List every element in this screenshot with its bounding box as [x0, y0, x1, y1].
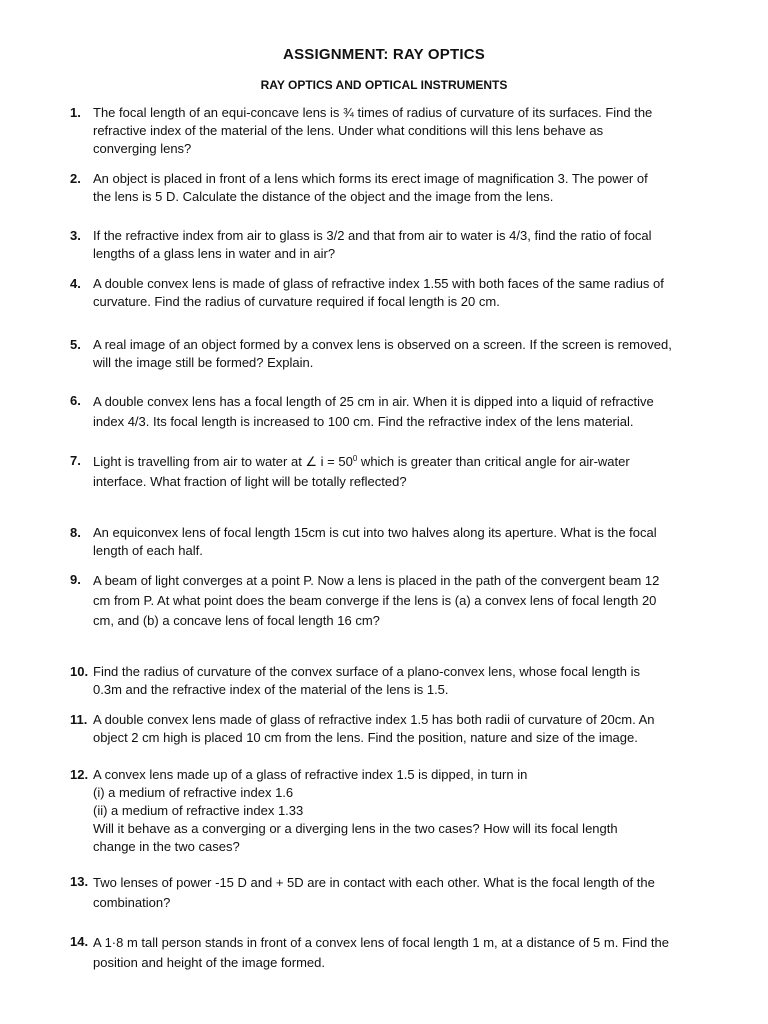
question-text-line: Two lenses of power -15 D and + 5D are in contact with each other. What is the focal length of the: [93, 875, 655, 890]
question-1: [70, 104, 730, 158]
question-9: [70, 571, 730, 631]
question-number: 4.: [70, 276, 81, 291]
question-text-line: will the image still be formed? Explain.: [93, 355, 314, 370]
question-text-line: A beam of light converges at a point P. Now a lens is placed in the path of the convergent beam 12: [93, 573, 660, 588]
question-number: 9.: [70, 572, 81, 587]
question-text-line: the lens is 5 D. Calculate the distance of the object and the image from the lens.: [93, 189, 554, 204]
page-subtitle: RAY OPTICS AND OPTICAL INSTRUMENTS: [260, 78, 508, 92]
question-number: 10.: [70, 664, 89, 679]
question-text-line: A double convex lens has a focal length of 25 cm in air. When it is dipped into a liquid of refractive: [93, 394, 654, 409]
question-11: [70, 711, 730, 747]
question-text-line: (i) a medium of refractive index 1.6: [93, 785, 294, 800]
question-7: [70, 452, 730, 492]
question-6: [70, 392, 730, 432]
question-number: 13.: [70, 874, 89, 889]
question-4: [70, 275, 730, 311]
question-text-line: The focal length of an equi-concave lens is ¾ times of radius of curvature of its surfaces. Find the: [93, 105, 653, 120]
question-text-line: curvature. Find the radius of curvature required if focal length is 20 cm.: [93, 294, 500, 309]
question-number: 5.: [70, 337, 81, 352]
question-text-line: object 2 cm high is placed 10 cm from the lens. Find the position, nature and size of the image.: [93, 730, 638, 745]
question-text-line: Will it behave as a converging or a diverging lens in the two cases? How will its focal length: [93, 821, 618, 836]
question-text-line: A double convex lens is made of glass of refractive index 1.55 with both faces of the same radius of: [93, 276, 664, 291]
question-text-line: change in the two cases?: [93, 839, 240, 854]
question-number: 3.: [70, 228, 81, 243]
question-text-line: If the refractive index from air to glass is 3/2 and that from air to water is 4/3, find the ratio of focal: [93, 228, 652, 243]
question-number: 11.: [70, 712, 88, 727]
question-text-line: length of each half.: [93, 543, 203, 558]
question-text-line: Find the radius of curvature of the convex surface of a plano-convex lens, whose focal length is: [93, 664, 641, 679]
question-2: [70, 170, 730, 206]
question-text-line: refractive index of the material of the lens. Under what conditions will this lens behave as: [93, 123, 604, 138]
question-8: [70, 524, 730, 560]
question-text-line: converging lens?: [93, 141, 192, 156]
question-number: 2.: [70, 171, 81, 186]
question-number: 12.: [70, 767, 89, 782]
question-number: 8.: [70, 525, 81, 540]
question-number: 7.: [70, 453, 81, 468]
question-number: 14.: [70, 934, 89, 949]
question-5: [70, 336, 730, 372]
question-text-line: A 1·8 m tall person stands in front of a convex lens of focal length 1 m, at a distance of 5 m. Find the: [93, 935, 669, 950]
question-text-line: cm, and (b) a concave lens of focal length 16 cm?: [93, 613, 380, 628]
question-text-line: A convex lens made up of a glass of refractive index 1.5 is dipped, in turn in: [93, 767, 528, 782]
question-text-line: (ii) a medium of refractive index 1.33: [93, 803, 304, 818]
question-text-line: index 4/3. Its focal length is increased to 100 cm. Find the refractive index of the lens material.: [93, 414, 634, 429]
question-number: 6.: [70, 393, 81, 408]
page-title: ASSIGNMENT: RAY OPTICS: [283, 46, 485, 63]
question-text-line: An equiconvex lens of focal length 15cm is cut into two halves along its aperture. What is the focal: [93, 525, 657, 540]
question-text-fragment: which is greater than critical angle for air-water: [357, 454, 630, 469]
question-text-line: position and height of the image formed.: [93, 955, 325, 970]
question-3: [70, 227, 730, 263]
question-12: [70, 766, 730, 856]
question-text-line: [93, 452, 730, 472]
question-text-fragment: Light is travelling from air to water at ∠ i = 50: [93, 454, 353, 469]
degree-superscript: 0: [352, 454, 358, 463]
question-14: [70, 933, 730, 973]
question-text-line: 0.3m and the refractive index of the material of the lens is 1.5.: [93, 682, 449, 697]
question-text-line: A real image of an object formed by a convex lens is observed on a screen. If the screen is removed,: [93, 337, 672, 352]
question-text-line: An object is placed in front of a lens which forms its erect image of magnification 3. The power of: [93, 171, 648, 186]
question-text-line: interface. What fraction of light will be totally reflected?: [93, 474, 407, 489]
question-text-line: cm from P. At what point does the beam converge if the lens is (a) a convex lens of focal length 20: [93, 593, 657, 608]
question-text-line: lengths of a glass lens in water and in air?: [93, 246, 336, 261]
question-10: [70, 663, 730, 699]
question-number: 1.: [70, 105, 81, 120]
question-text-line: combination?: [93, 895, 171, 910]
question-13: [70, 873, 730, 913]
question-text-line: A double convex lens made of glass of refractive index 1.5 has both radii of curvature of 20cm. An: [93, 712, 655, 727]
